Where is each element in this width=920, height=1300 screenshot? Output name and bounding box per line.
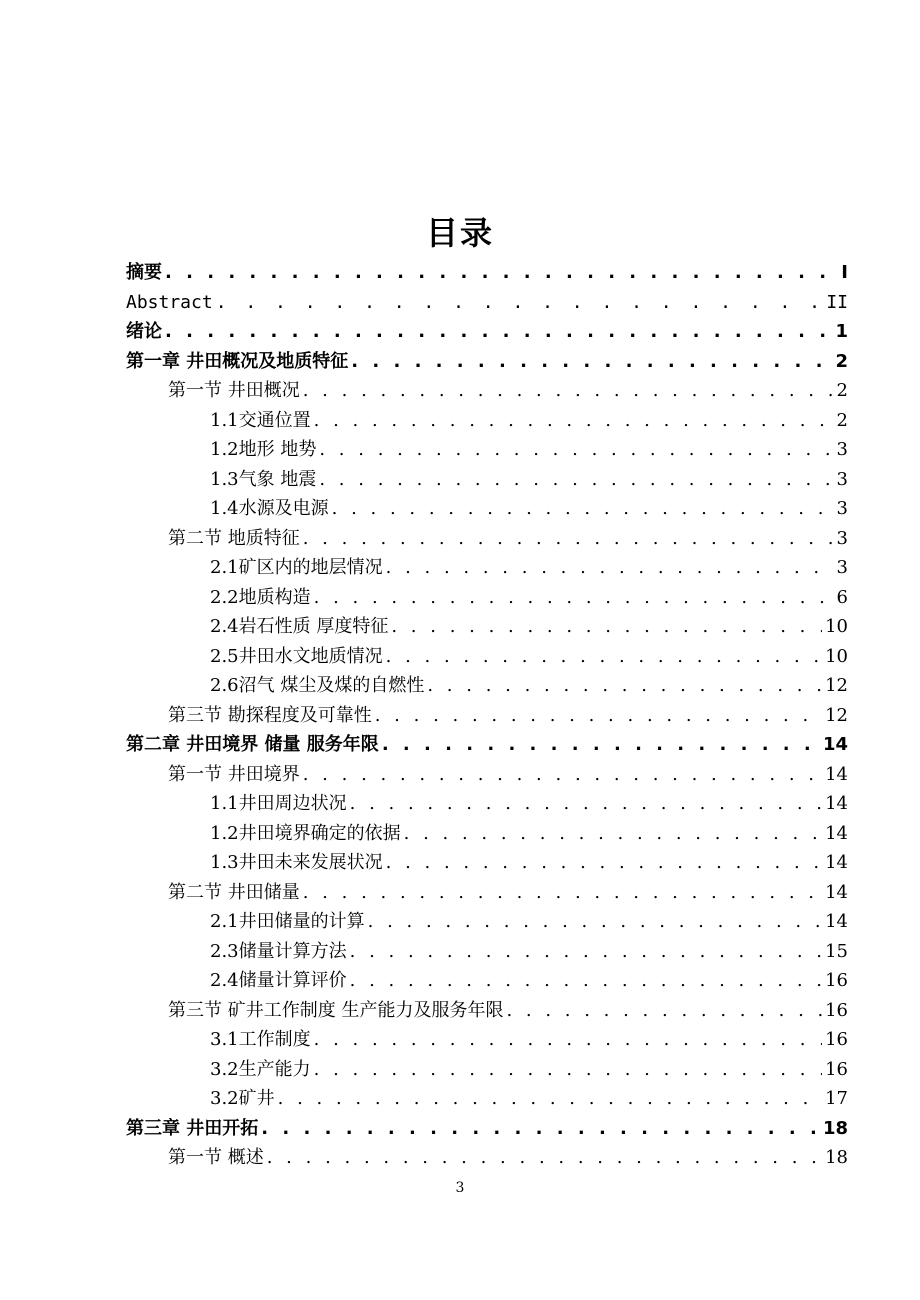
toc-entry[interactable] (126, 435, 848, 465)
toc-entry[interactable] (126, 878, 848, 908)
toc-leader-dots (314, 1055, 822, 1085)
toc-entry[interactable] (126, 347, 848, 377)
toc-entry-label: 第一节 井田概况 (168, 380, 300, 401)
toc-entry-label: Abstract (126, 291, 213, 313)
toc-leader-dots (261, 1114, 820, 1144)
toc-entry-label: 3.1工作制度 (210, 1029, 311, 1050)
toc-entry-label: 第二章 井田境界 储量 服务年限 (126, 734, 379, 755)
toc-leader-dots (386, 553, 834, 583)
toc-entry-page: 10 (825, 616, 848, 637)
toc-entry-page: 12 (825, 675, 848, 696)
toc-entry-label: 1.3气象 地震 (210, 468, 317, 490)
toc-entry-label: 1.3井田未来发展状况 (210, 852, 383, 873)
toc-entry-label: 2.1矿区内的地层情况 (210, 557, 383, 578)
toc-entry[interactable] (126, 317, 848, 347)
toc-entry-page: 14 (822, 734, 848, 755)
toc-entry-label: 2.4岩石性质 厚度特征 (210, 616, 389, 637)
toc-entry-label: 第一节 井田境界 (168, 763, 300, 785)
toc-entry-label: 摘要 (126, 262, 162, 283)
toc-entry-page: 3 (836, 468, 848, 490)
toc-entry[interactable] (126, 524, 848, 554)
toc-entry-page: 16 (825, 970, 848, 991)
toc-entry-page: 14 (825, 911, 848, 932)
toc-entry-label: 1.2井田境界确定的依据 (210, 822, 401, 844)
toc-leader-dots (303, 760, 822, 790)
toc-entry-label: 2.2地质构造 (210, 586, 311, 608)
toc-leader-dots (319, 465, 833, 495)
toc-entry[interactable] (126, 701, 848, 731)
toc-entry[interactable] (126, 848, 848, 878)
toc-entry-label: 1.1交通位置 (210, 409, 311, 431)
page-number: 3 (455, 1180, 465, 1196)
table-of-contents (126, 258, 848, 1173)
toc-entry-label: 第一节 概述 (168, 1147, 264, 1168)
toc-leader-dots (319, 435, 833, 465)
toc-entry-page: 14 (825, 763, 848, 785)
toc-entry[interactable] (126, 258, 848, 288)
toc-entry[interactable] (126, 1025, 848, 1055)
toc-entry-label: 3.2生产能力 (210, 1058, 311, 1080)
toc-entry-page: 16 (825, 1058, 848, 1080)
toc-leader-dots (427, 671, 822, 701)
toc-entry-label: 第二节 地质特征 (168, 527, 300, 549)
toc-entry-label: 第三节 勘探程度及可靠性 (168, 704, 372, 726)
toc-entry[interactable] (126, 996, 848, 1026)
toc-leader-dots (382, 730, 820, 760)
toc-leader-dots (314, 406, 834, 436)
toc-entry-label: 1.1井田周边状况 (210, 793, 347, 814)
toc-entry-page: 16 (825, 999, 848, 1021)
toc-leader-dots (332, 494, 834, 524)
toc-entry-label: 3.2矿井 (210, 1088, 275, 1109)
toc-entry[interactable] (126, 406, 848, 436)
toc-leader-dots (404, 819, 822, 849)
toc-entry-label: 2.6沼气 煤尘及煤的自燃性 (210, 675, 425, 696)
toc-leader-dots (351, 347, 832, 377)
toc-entry[interactable] (126, 288, 848, 318)
toc-entry-label: 2.4储量计算评价 (210, 970, 347, 991)
toc-leader-dots (386, 642, 822, 672)
toc-entry[interactable] (126, 730, 848, 760)
toc-entry[interactable] (126, 789, 848, 819)
toc-entry-label: 1.2地形 地势 (210, 439, 317, 460)
toc-entry-label: 第三节 矿井工作制度 生产能力及服务年限 (168, 999, 504, 1021)
toc-entry-page: 17 (825, 1088, 848, 1109)
toc-entry-page: 10 (825, 645, 848, 667)
toc-leader-dots (506, 996, 822, 1026)
toc-leader-dots (303, 376, 834, 406)
toc-entry-label: 第二节 井田储量 (168, 881, 300, 903)
toc-leader-dots (314, 1025, 822, 1055)
toc-entry-page: 2 (836, 380, 848, 401)
toc-entry-label: 第一章 井田概况及地质特征 (126, 350, 349, 372)
page-title: 目录 (425, 214, 494, 252)
toc-entry-page: II (826, 291, 848, 313)
toc-entry-page: 2 (835, 350, 848, 372)
toc-entry-page: 15 (825, 940, 848, 962)
toc-leader-dots (267, 1143, 822, 1173)
toc-entry-label: 2.1井田储量的计算 (210, 911, 365, 932)
toc-leader-dots (350, 937, 822, 967)
toc-leader-dots (350, 789, 822, 819)
toc-entry[interactable] (126, 583, 848, 613)
toc-entry-page: 14 (825, 793, 848, 814)
toc-entry-label: 绪论 (126, 321, 162, 342)
toc-entry-label: 2.3储量计算方法 (210, 940, 347, 962)
toc-entry-page: 3 (836, 527, 848, 549)
toc-leader-dots (303, 878, 822, 908)
toc-leader-dots (165, 317, 832, 347)
toc-leader-dots (165, 258, 838, 288)
toc-entry-page: 3 (836, 557, 848, 578)
toc-leader-dots (391, 612, 822, 642)
toc-entry[interactable] (126, 1114, 848, 1144)
toc-entry[interactable] (126, 465, 848, 495)
toc-entry-page: 2 (836, 409, 848, 431)
toc-entry-page: 18 (822, 1117, 848, 1139)
toc-leader-dots (368, 907, 822, 937)
toc-entry-label: 2.5井田水文地质情况 (210, 645, 383, 667)
toc-entry-page: 3 (836, 498, 848, 519)
toc-leader-dots (350, 966, 822, 996)
toc-leader-dots (278, 1084, 822, 1114)
toc-entry[interactable] (126, 937, 848, 967)
toc-entry-page: 14 (825, 822, 848, 844)
toc-entry[interactable] (126, 1143, 848, 1173)
toc-entry[interactable] (126, 553, 848, 583)
toc-leader-dots (216, 288, 824, 318)
toc-entry[interactable] (126, 1055, 848, 1085)
toc-entry-page: I (841, 262, 848, 283)
toc-entry[interactable] (126, 671, 848, 701)
toc-entry-page: 14 (825, 852, 848, 873)
toc-entry-page: 6 (836, 586, 848, 608)
toc-entry-page: 14 (825, 881, 848, 903)
toc-entry-page: 16 (825, 1029, 848, 1050)
toc-entry[interactable] (126, 760, 848, 790)
toc-leader-dots (375, 701, 822, 731)
toc-leader-dots (303, 524, 834, 554)
toc-entry-page: 12 (825, 704, 848, 726)
toc-leader-dots (386, 848, 822, 878)
toc-entry-label: 第三章 井田开拓 (126, 1117, 259, 1139)
toc-entry[interactable] (126, 494, 848, 524)
toc-entry-page: 1 (835, 321, 848, 342)
toc-entry[interactable] (126, 376, 848, 406)
toc-entry-page: 18 (825, 1147, 848, 1168)
toc-entry[interactable] (126, 642, 848, 672)
toc-entry-label: 1.4水源及电源 (210, 498, 329, 519)
toc-entry[interactable] (126, 907, 848, 937)
toc-entry[interactable] (126, 612, 848, 642)
toc-entry[interactable] (126, 966, 848, 996)
toc-entry[interactable] (126, 819, 848, 849)
toc-entry-page: 3 (836, 439, 848, 460)
toc-leader-dots (314, 583, 834, 613)
toc-entry[interactable] (126, 1084, 848, 1114)
